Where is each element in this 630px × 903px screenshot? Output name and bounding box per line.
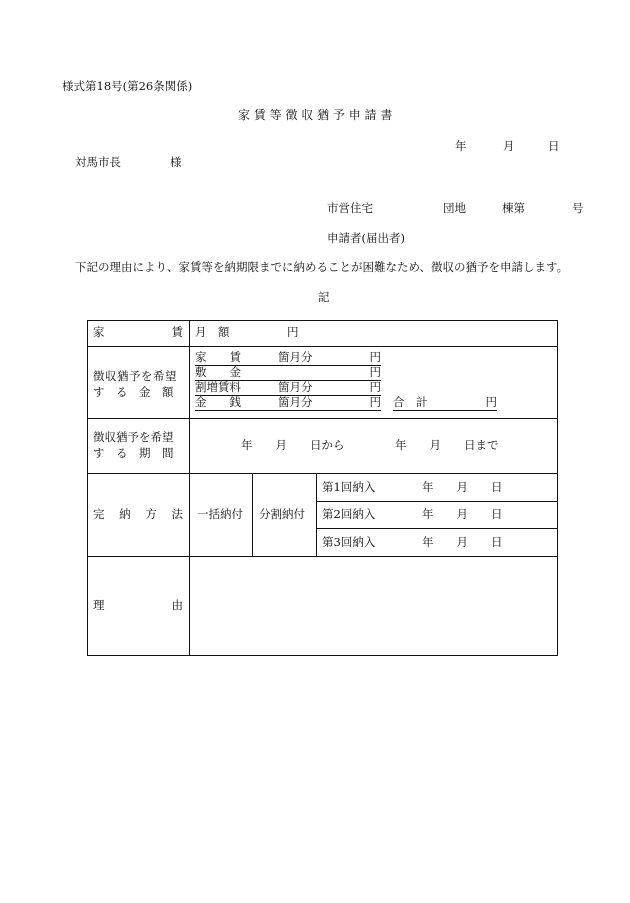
row-divider (316, 528, 558, 529)
room-label: 号 (572, 201, 584, 215)
period-label: 徴収猶予を希望 す る 期 間 (93, 430, 174, 460)
installment-1-date: 年 月 日 (422, 480, 503, 494)
amount-row-rent: 家 賃 箇月分 円 (195, 350, 381, 364)
rent-monthly-amount: 月 額 円 (195, 325, 299, 339)
addressee-honorific: 様 (170, 155, 182, 169)
period-to: 年 月 日まで (395, 438, 499, 452)
applicant-label: 申請者(届出者) (327, 231, 405, 245)
payment-method-label: 完 納 方 法 (93, 507, 183, 521)
column-divider (316, 473, 317, 556)
lump-sum-option: 一括納付 (197, 507, 243, 521)
amount-row-money: 金 銭 箇月分 円 (195, 395, 381, 409)
installment-2-date: 年 月 日 (422, 507, 503, 521)
row-divider (87, 346, 558, 347)
amount-row-surcharge: 割増賃料 箇月分 円 (195, 380, 381, 394)
building-label: 棟第 (502, 201, 525, 215)
danchi-label: 団地 (443, 201, 466, 215)
amount-label: 徴収猶予を希望 す る 金 額 (93, 369, 177, 399)
column-divider (252, 473, 253, 556)
column-divider (189, 320, 190, 656)
date-day-label: 日 (548, 139, 560, 153)
row-divider (87, 556, 558, 557)
form-number: 様式第18号(第26条関係) (62, 79, 193, 93)
installment-option: 分割納付 (259, 507, 305, 521)
date-month-label: 月 (503, 139, 515, 153)
installment-1-label: 第1回納入 (322, 480, 376, 494)
period-from: 年 月 日から (241, 438, 345, 452)
ki-label: 記 (318, 290, 330, 304)
amount-total: 合 計 円 (393, 395, 497, 409)
statement: 下記の理由により、家賃等を納期限までに納めることが困難なため、徴収の猶予を申請します。 (75, 260, 569, 274)
housing-label: 市営住宅 (327, 201, 373, 215)
row-divider (316, 501, 558, 502)
installment-3-date: 年 月 日 (422, 535, 503, 549)
reason-label: 理 由 (93, 598, 183, 612)
date-year-label: 年 (455, 139, 467, 153)
row-divider (87, 473, 558, 474)
document-title: 家 賃 等 徴 収 猶 予 申 請 書 (238, 108, 393, 122)
installment-3-label: 第3回納入 (322, 535, 376, 549)
addressee: 対馬市長 (75, 155, 121, 169)
amount-row-deposit: 敷 金 円 (195, 365, 381, 379)
rent-label: 家 賃 (93, 325, 183, 339)
row-divider (87, 418, 558, 419)
installment-2-label: 第2回納入 (322, 507, 376, 521)
